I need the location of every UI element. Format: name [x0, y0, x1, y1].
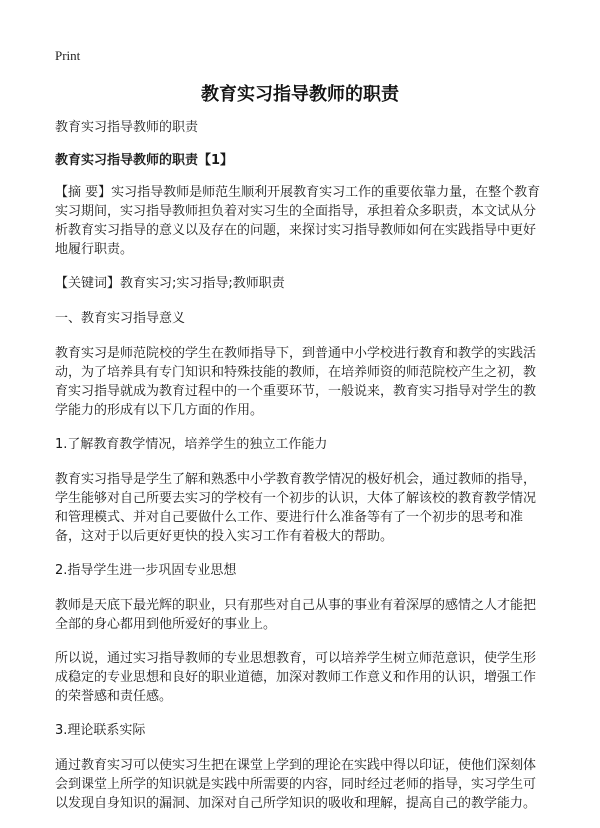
keywords-line: 【关键词】教育实习;实习指导;教师职责: [55, 276, 285, 291]
article-subtitle: 教育实习指导教师的职责: [55, 120, 199, 135]
paragraph-teacher-career: 教师是天底下最光辉的职业，只有那些对自己从事的事业有着深厚的感情之人才能把全部的身心都用到他所爱好的事业上。: [55, 598, 537, 632]
article-body: [55, 118, 545, 828]
paragraph-understand-teaching: 教育实习指导是学生了解和熟悉中小学教育教学情况的极好机会，通过教师的指导，学生能够对自己所要去实习的学校有一个初步的认识，大体了解该校的教育教学情况和管理模式、并对自己要做什么工作、要进行什么准备等有了一个初步的思考和准备，这对于以后更好更快的投入实习工作有着极大的帮助。: [55, 472, 537, 544]
abstract-paragraph: 【摘 要】实习指导教师是师范生顺利开展教育实习工作的重要依靠力量，在整个教育实习期间，实习指导教师担负着对实习生的全面指导，承担着众多职责，本文试从分析教育实习指导的意义以及存在的问题，来探讨实习指导教师如何在实践指导中更好地履行职责。: [55, 185, 541, 257]
heading-theory-practice: 3.理论联系实际: [55, 723, 146, 738]
document-title: 教育实习指导教师的职责: [201, 84, 399, 105]
section-title: 教育实习指导教师的职责【1】: [55, 153, 234, 168]
paragraph-professional-education: 所以说，通过实习指导教师的专业思想教育，可以培养学生树立师范意识，使学生形成稳定的专业思想和良好的职业道德，加深对教师工作意义和作用的认识，增强工作的荣誉感和责任感。: [55, 651, 537, 704]
paragraph-theory-practice: 通过教育实习可以使实习生把在课堂上学到的理论在实践中得以印证，使他们深刻体会到课堂上所学的知识就是实践中所需要的内容，同时经过老师的指导，实习学生可以发现自身知识的漏洞、加深对自己所学知识的吸收和理解，提高自己的教学能力。: [55, 758, 537, 811]
heading-professional-thought: 2.指导学生进一步巩固专业思想: [55, 563, 237, 578]
heading-understand-teaching: 1.了解教育教学情况，培养学生的独立工作能力: [55, 437, 328, 452]
print-link[interactable]: Print: [55, 48, 81, 63]
paragraph-intro: 教育实习是师范院校的学生在教师指导下，到普通中小学校进行教育和教学的实践活动，为了培养具有专门知识和特殊技能的教师，在培养师资的师范院校产生之初，教育实习指导就成为教育过程中的一个重要环节，一般说来，教育实习指导对学生的教学能力的形成有以下几方面的作用。: [55, 346, 537, 418]
heading-significance: 一、教育实习指导意义: [55, 311, 186, 326]
